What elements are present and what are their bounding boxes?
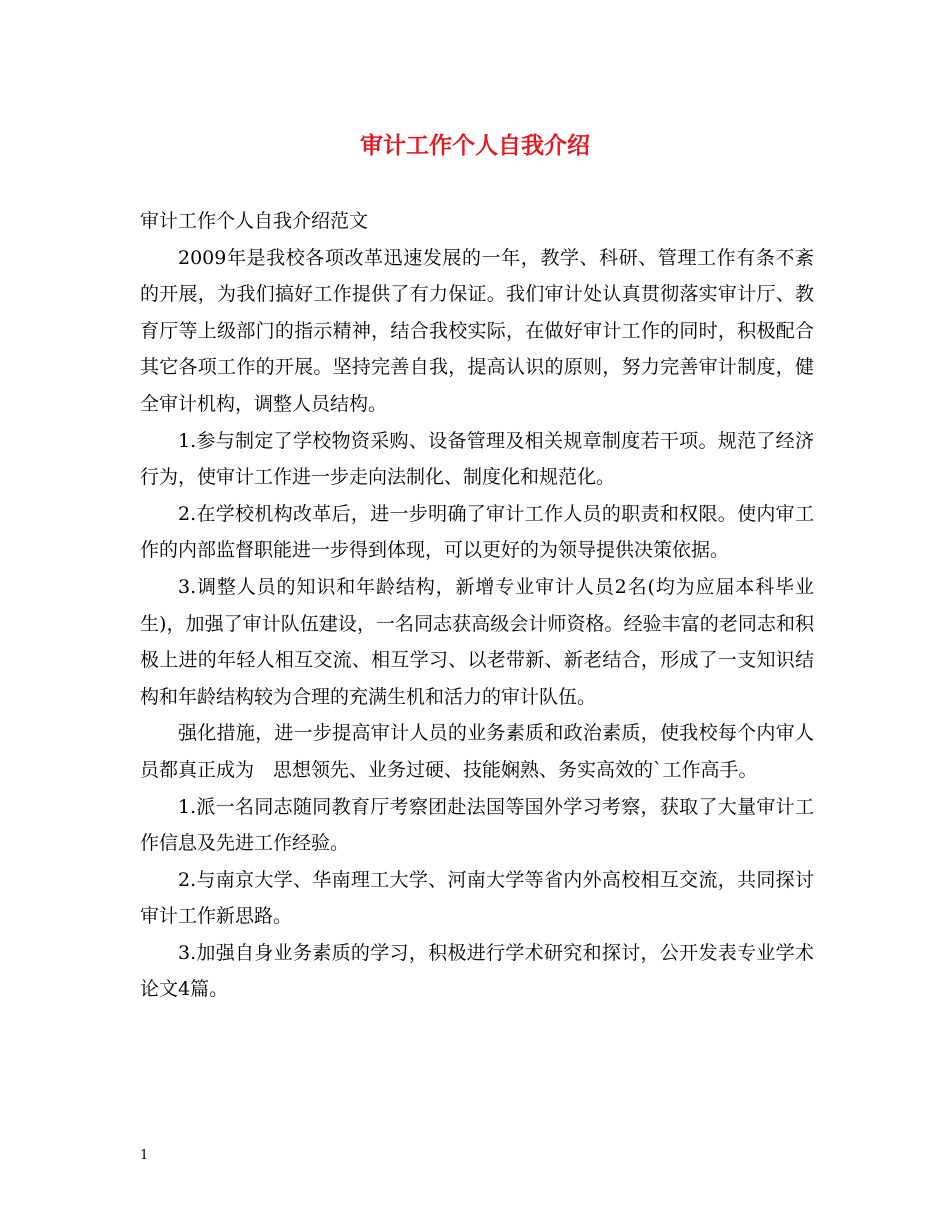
paragraph-intro: 2009年是我校各项改革迅速发展的一年，教学、科研、管理工作有条不紊的开展，为我们搞好工作提供了有力保证。我们审计处认真贯彻落实审计厅、教育厅等上级部门的指示精神，结合我校实际，在做好审计工作的同时，积极配合其它各项工作的开展。坚持完善自我，提高认识的原则，努力完善审计制度，健全审计机构，调整人员结构。 xyxy=(140,246,814,415)
page-number: 1 xyxy=(140,1148,149,1163)
paragraph-item-3: 3.调整人员的知识和年龄结构，新增专业审计人员2名(均为应届本科毕业生)，加强了审计队伍建设，一名同志获高级会计师资格。经验丰富的老同志和积极上进的年轻人相互交流、相互学习、以老带新、新老结合，形成了一支知识结构和年龄结构较为合理的充满生机和活力的审计队伍。 xyxy=(140,575,814,708)
paragraph-measures: 强化措施，进一步提高审计人员的业务素质和政治素质，使我校每个内审人员都真正成为 思想领先、业务过硬、技能娴熟、务实高效的`工作高手。 xyxy=(140,722,814,781)
paragraph-measure-2: 2.与南京大学、华南理工大学、河南大学等省内外高校相互交流，共同探讨审计工作新思路。 xyxy=(140,868,814,928)
document-title: 审计工作个人自我介绍 xyxy=(360,132,590,159)
paragraph-measure-1: 1.派一名同志随同教育厅考察团赴法国等国外学习考察，获取了大量审计工作信息及先进工作经验。 xyxy=(140,795,814,855)
document-body xyxy=(140,203,814,1008)
paragraph-item-1: 1.参与制定了学校物资采购、设备管理及相关规章制度若干项。规范了经济行为，使审计工作进一步走向法制化、制度化和规范化。 xyxy=(140,429,814,489)
paragraph-item-2: 2.在学校机构改革后，进一步明确了审计工作人员的职责和权限。使内审工作的内部监督职能进一步得到体现，可以更好的为领导提供决策依据。 xyxy=(140,502,814,562)
paragraph-measure-3: 3.加强自身业务素质的学习，积极进行学术研究和探讨，公开发表专业学术论文4篇。 xyxy=(140,941,814,1001)
document-subtitle: 审计工作个人自我介绍范文 xyxy=(140,210,369,232)
